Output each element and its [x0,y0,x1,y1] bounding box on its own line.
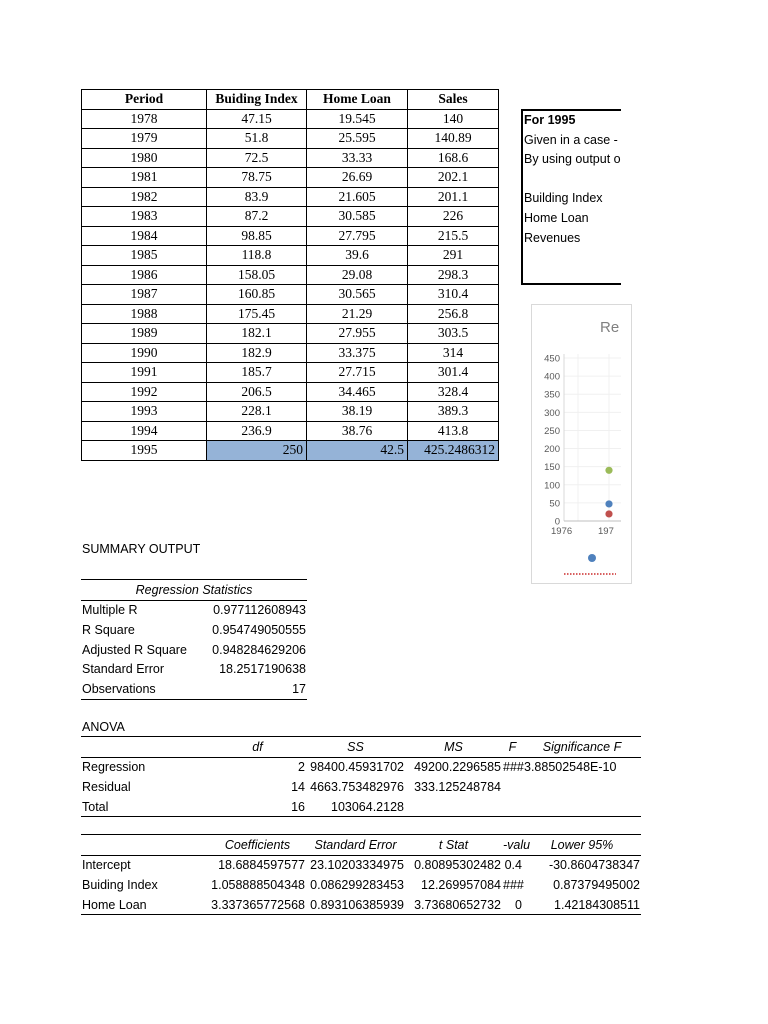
cell-building-index[interactable]: 228.1 [207,402,307,422]
table-row [81,895,641,915]
table-row [81,679,307,699]
coef-label[interactable]: Home Loan [81,895,209,915]
cell-period[interactable]: 1986 [82,265,207,285]
stat-label[interactable]: R Square [82,622,135,637]
cell-building-index[interactable]: 87.2 [207,207,307,227]
table-row [82,207,499,227]
anova-header-row [81,737,641,758]
coefficients-table [81,834,641,915]
cell-building-index[interactable]: 47.15 [207,109,307,129]
stat-label[interactable]: Adjusted R Square [82,642,187,657]
cell-home-loan[interactable]: 34.465 [307,382,408,402]
table-row [82,246,499,266]
cell-sales[interactable]: 291 [408,246,499,266]
cell-sales[interactable]: 413.8 [408,421,499,441]
cell-home-loan[interactable]: 27.955 [307,324,408,344]
anova-label[interactable]: Total [81,797,209,817]
regression-statistics-table [81,579,307,700]
cell-sales[interactable]: 314 [408,343,499,363]
coef-cell[interactable]: 0.086299283453 [310,877,404,892]
header-period: Period [82,90,207,110]
legend-marker-dot [588,554,596,562]
table-row [82,168,499,188]
y-tick-label: 50 [549,498,560,510]
anova-cell[interactable]: 2 [298,760,305,775]
table-row-1995 [82,441,499,461]
coef-cell[interactable]: 3.337365772568 [209,895,306,915]
coef-cell[interactable]: 18.6884597577 [218,858,305,873]
anova-cell[interactable] [523,777,641,797]
table-row [81,757,641,777]
anova-cell[interactable]: 49200.2296585 [414,760,501,775]
anova-header-ss: SS [306,737,405,758]
data-point[interactable] [605,500,612,507]
anova-cell[interactable] [405,797,502,817]
cell-building-index[interactable]: 78.75 [207,168,307,188]
anova-title: ANOVA [82,720,125,734]
y-tick-label: 450 [544,353,560,365]
table-row [82,265,499,285]
cell-sales-selected[interactable]: 425.2486312 [408,441,499,461]
anova-header-significance-f: Significance F [523,737,641,758]
stat-label[interactable]: Observations [81,679,200,699]
table-row [82,226,499,246]
header-home-loan: Home Loan [307,90,408,110]
y-tick-label: 200 [544,444,560,456]
stat-label[interactable]: Multiple R [82,603,138,618]
coef-label[interactable]: Intercept [82,858,131,873]
anova-header [81,737,209,758]
x-tick-label: 197 [598,526,614,537]
cell-home-loan[interactable]: 26.69 [307,168,408,188]
table-row [82,382,499,402]
cell-period[interactable]: 1980 [82,148,207,168]
table-row [82,285,499,305]
cell-sales[interactable]: 298.3 [408,265,499,285]
anova-header-f: F [502,737,523,758]
cell-home-loan[interactable]: 29.08 [307,265,408,285]
coef-cell[interactable]: 1.058888504348 [211,877,305,892]
cell-sales[interactable]: 328.4 [408,382,499,402]
anova-cell[interactable]: 103064.2128 [306,797,405,817]
info-line [524,170,621,190]
x-tick-label: 1976 [551,526,573,537]
coefficients-section [81,834,640,915]
stat-value[interactable]: 0.954749050555 [212,622,306,637]
cell-period[interactable]: 1992 [82,382,207,402]
anova-cell[interactable]: 98400.45931702 [310,760,404,775]
coef-header-lower-95: Lower 95% [523,835,641,856]
cell-sales[interactable]: 202.1 [408,168,499,188]
cell-sales[interactable]: 303.5 [408,324,499,344]
cell-period[interactable]: 1994 [82,421,207,441]
cell-home-loan[interactable]: 33.33 [307,148,408,168]
anova-label[interactable]: Regression [82,760,146,775]
summary-title: SUMMARY OUTPUT [82,542,201,556]
info-line: Home Loan [524,210,589,225]
coef-cell[interactable]: 23.10203334975 [310,858,404,873]
cell-period[interactable]: 1981 [82,168,207,188]
cell-sales[interactable]: 389.3 [408,402,499,422]
anova-cell[interactable] [502,797,523,817]
cell-building-index[interactable]: 160.85 [207,285,307,305]
table-row [81,855,641,875]
cell-sales[interactable]: 201.1 [408,187,499,207]
cell-period[interactable]: 1988 [82,304,207,324]
anova-cell[interactable]: 14 [291,779,305,794]
coef-cell[interactable]: 0.4 [504,858,522,873]
cell-period[interactable]: 1987 [82,285,207,305]
info-line: Revenues [524,230,581,245]
stat-value[interactable]: 0.977112608943 [213,603,306,618]
coef-header [81,835,209,856]
table-row [82,109,499,129]
table-row [82,129,499,149]
cell-sales[interactable]: 215.5 [408,226,499,246]
cell-building-index[interactable]: 185.7 [207,363,307,383]
cell-home-loan[interactable]: 39.6 [307,246,408,266]
table-row [81,777,641,797]
cell-period[interactable]: 1990 [82,343,207,363]
cell-period[interactable]: 1985 [82,246,207,266]
coef-header-p-value: -valu [502,835,523,856]
cell-period[interactable]: 1983 [82,207,207,227]
y-tick-label: 100 [544,480,560,492]
cell-home-loan[interactable]: 25.595 [307,129,408,149]
stat-value[interactable]: 0.948284629206 [212,642,306,657]
data-table-header-row [82,90,499,110]
cell-period[interactable]: 1993 [82,402,207,422]
coef-cell[interactable]: ### [503,877,524,892]
cell-building-index[interactable]: 118.8 [207,246,307,266]
coef-cell[interactable]: 3.73680652732 [405,895,502,915]
coef-cell[interactable]: -30.8604738347 [548,858,640,873]
table-row [81,875,641,895]
cell-building-index[interactable]: 236.9 [207,421,307,441]
anova-cell[interactable]: 16 [209,797,306,817]
cell-period[interactable]: 1989 [82,324,207,344]
cell-sales[interactable]: 310.4 [408,285,499,305]
table-row [81,620,307,640]
cell-sales[interactable]: 140 [408,109,499,129]
anova-cell[interactable] [523,797,641,817]
coef-header-standard-error: Standard Error [306,835,405,856]
scatter-chart[interactable] [531,304,620,584]
regression-statistics-header: Regression Statistics [81,580,307,601]
coef-cell[interactable]: 1.42184308511 [523,895,641,915]
cell-building-index[interactable]: 158.05 [207,265,307,285]
cell-sales[interactable]: 226 [408,207,499,227]
cell-period[interactable]: 1991 [82,363,207,383]
anova-table [81,736,641,817]
anova-cell[interactable]: 4663.753482976 [310,779,404,794]
cell-period[interactable]: 1995 [82,441,207,461]
cell-home-loan[interactable]: 27.795 [307,226,408,246]
data-point[interactable] [605,467,612,474]
info-line: Building Index [524,191,603,206]
cell-period[interactable]: 1979 [82,129,207,149]
cell-home-loan[interactable]: 21.605 [307,187,408,207]
anova-cell[interactable]: ### [503,760,524,775]
cell-home-loan-selected[interactable]: 42.5 [307,441,408,461]
coef-cell[interactable]: 0.80895302482 [414,858,501,873]
cell-building-index-selected[interactable]: 250 [207,441,307,461]
coef-cell[interactable]: 0.893106385939 [306,895,405,915]
anova-cell[interactable]: 3.88502548E-10 [524,760,617,775]
cell-building-index[interactable]: 206.5 [207,382,307,402]
header-sales: Sales [408,90,499,110]
cell-home-loan[interactable]: 38.19 [307,402,408,422]
data-table [81,89,499,461]
data-point[interactable] [605,510,612,517]
table-row [82,363,499,383]
table-row [82,324,499,344]
cell-home-loan[interactable]: 19.545 [307,109,408,129]
cell-sales[interactable]: 301.4 [408,363,499,383]
info-box [521,109,621,285]
cell-home-loan[interactable]: 38.76 [307,421,408,441]
coef-cell[interactable]: 0.87379495002 [553,877,640,892]
info-line: By using output o [524,152,621,167]
y-tick-label: 300 [544,407,560,419]
chart-title: Re [600,319,620,336]
table-row [82,402,499,422]
table-row [82,148,499,168]
cell-building-index[interactable]: 72.5 [207,148,307,168]
table-row [82,304,499,324]
cell-building-index[interactable]: 83.9 [207,187,307,207]
table-row [82,421,499,441]
coef-header-t-stat: t Stat [405,835,502,856]
header-building-index: Buiding Index [207,90,307,110]
table-row [82,187,499,207]
cell-home-loan[interactable]: 33.375 [307,343,408,363]
stat-value[interactable]: 17 [200,679,307,699]
cell-home-loan[interactable]: 27.715 [307,363,408,383]
coef-label[interactable]: Buiding Index [82,877,158,892]
coef-cell[interactable]: 12.269957084 [421,877,501,892]
cell-period[interactable]: 1982 [82,187,207,207]
cell-period[interactable]: 1984 [82,226,207,246]
cell-sales[interactable]: 168.6 [408,148,499,168]
anova-cell[interactable]: 333.125248784 [414,779,501,794]
table-row [81,659,307,679]
cell-home-loan[interactable]: 30.585 [307,207,408,227]
anova-label[interactable]: Residual [82,779,131,794]
anova-header-ms: MS [405,737,502,758]
info-line: Given in a case - [524,132,618,147]
y-tick-label: 350 [544,389,560,401]
cell-home-loan[interactable]: 30.565 [307,285,408,305]
cell-building-index[interactable]: 51.8 [207,129,307,149]
table-row [81,600,307,620]
cell-sales[interactable]: 140.89 [408,129,499,149]
anova-cell[interactable] [502,777,523,797]
table-row [81,640,307,660]
y-tick-label: 400 [544,371,560,383]
cell-building-index[interactable]: 175.45 [207,304,307,324]
cell-building-index[interactable]: 98.85 [207,226,307,246]
cell-period[interactable]: 1978 [82,109,207,129]
y-tick-label: 0 [554,516,560,528]
info-line [524,248,621,268]
coef-cell[interactable]: 0 [502,895,523,915]
y-tick-label: 150 [544,462,560,474]
table-row [81,797,641,817]
cell-sales[interactable]: 256.8 [408,304,499,324]
stat-value[interactable]: 18.2517190638 [219,662,306,677]
cell-building-index[interactable]: 182.1 [207,324,307,344]
coef-header-coefficients: Coefficients [209,835,306,856]
cell-home-loan[interactable]: 21.29 [307,304,408,324]
y-tick-label: 250 [544,425,560,437]
coefficients-header-row [81,835,641,856]
anova-header-df: df [209,737,306,758]
anova-section [81,736,622,817]
table-row [82,343,499,363]
info-line: For 1995 [524,113,576,127]
stat-label[interactable]: Standard Error [82,662,164,677]
cell-building-index[interactable]: 182.9 [207,343,307,363]
